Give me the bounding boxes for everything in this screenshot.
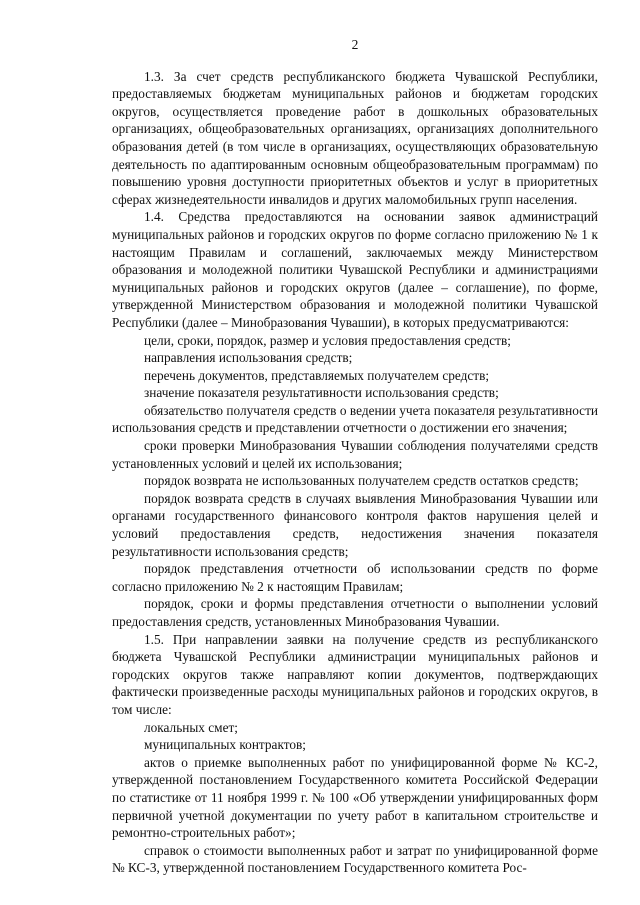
- list-item: порядок, сроки и формы представления отчетности о выполнении условий предоставления средств, установленных Минобразования Чувашии.: [112, 596, 598, 629]
- list-item: локальных смет;: [144, 719, 239, 735]
- list-item: цели, сроки, порядок, размер и условия предоставления средств;: [144, 332, 511, 348]
- paragraph-1-4: 1.4. Средства предоставляются на основании заявок администраций муниципальных районов и городских округов по форме согласно приложению № 1 к настоящим Правилам и соглашений, заключаемых между Министерством образования и молодежной политики Чувашской Республики и администрациями муниципальных районов и городских округов (далее – соглашение), по форме, утвержденной Министерством образования и молодежной политики Чувашской Республики (далее – Минобразования Чувашии), в которых предусматриваются:: [112, 209, 598, 330]
- page-number: 2: [351, 37, 359, 52]
- paragraph-1-3: 1.3. За счет средств республиканского бюджета Чувашской Республики, предоставляемых бюджетам муниципальных районов и бюджетам городских округов, осуществляется проведение работ в дошкольных образовательных организациях, общеобразовательных организациях, организациях дополнительного образования детей (в том числе в организациях, осуществляющих образовательную деятельность по адаптированным основным общеобразовательным программам) по повышению уровня доступности приоритетных объектов и услуг в приоритетных сферах жизнедеятельности инвалидов и других маломобильных групп населения.: [112, 68, 598, 207]
- list-item: актов о приемке выполненных работ по унифицированной форме № КС-2, утвержденной постановлением Государственного комитета Российской Федерации по статистике от 11 ноября 1999 г. № 100 «Об утверждении унифицированных форм первичной учетной документации по учету работ в капитальном строительстве и ремонтно-строительных работ»;: [112, 754, 598, 841]
- list-item: сроки проверки Минобразования Чувашии соблюдения получателями средств установленных условий и целей их использования;: [112, 438, 598, 471]
- list-item: порядок представления отчетности об использовании средств по форме согласно приложению № 2 к настоящим Правилам;: [112, 561, 598, 594]
- list-item: порядок возврата средств в случаях выявления Минобразования Чувашии или органами государственного финансового контроля фактов нарушения целей и условий предоставления средств, недостижения значения показателя результативности использования средств;: [112, 490, 598, 559]
- list-item: порядок возврата не использованных получателем средств остатков средств;: [144, 473, 579, 489]
- list-item: муниципальных контрактов;: [144, 737, 306, 753]
- paragraph-1-5: 1.5. При направлении заявки на получение средств из республиканского бюджета Чувашской Республики администрации муниципальных районов и городских округов также направляют копии документов, подтверждающих фактически произведенные расходы муниципальных районов и городских округов, в том числе:: [112, 631, 598, 717]
- list-item: обязательство получателя средств о ведении учета показателя результативности использования средств и представлении отчетности о достижении его значения;: [112, 402, 598, 436]
- list-item: перечень документов, представляемых получателем средств;: [144, 367, 490, 383]
- list-item: справок о стоимости выполненных работ и затрат по унифицированной форме № КС-3, утвержденной постановлением Государственного комитета Рос-: [112, 842, 598, 876]
- list-item: направления использования средств;: [144, 350, 353, 366]
- list-item: значение показателя результативности использования средств;: [144, 385, 499, 401]
- document-page: [112, 36, 598, 877]
